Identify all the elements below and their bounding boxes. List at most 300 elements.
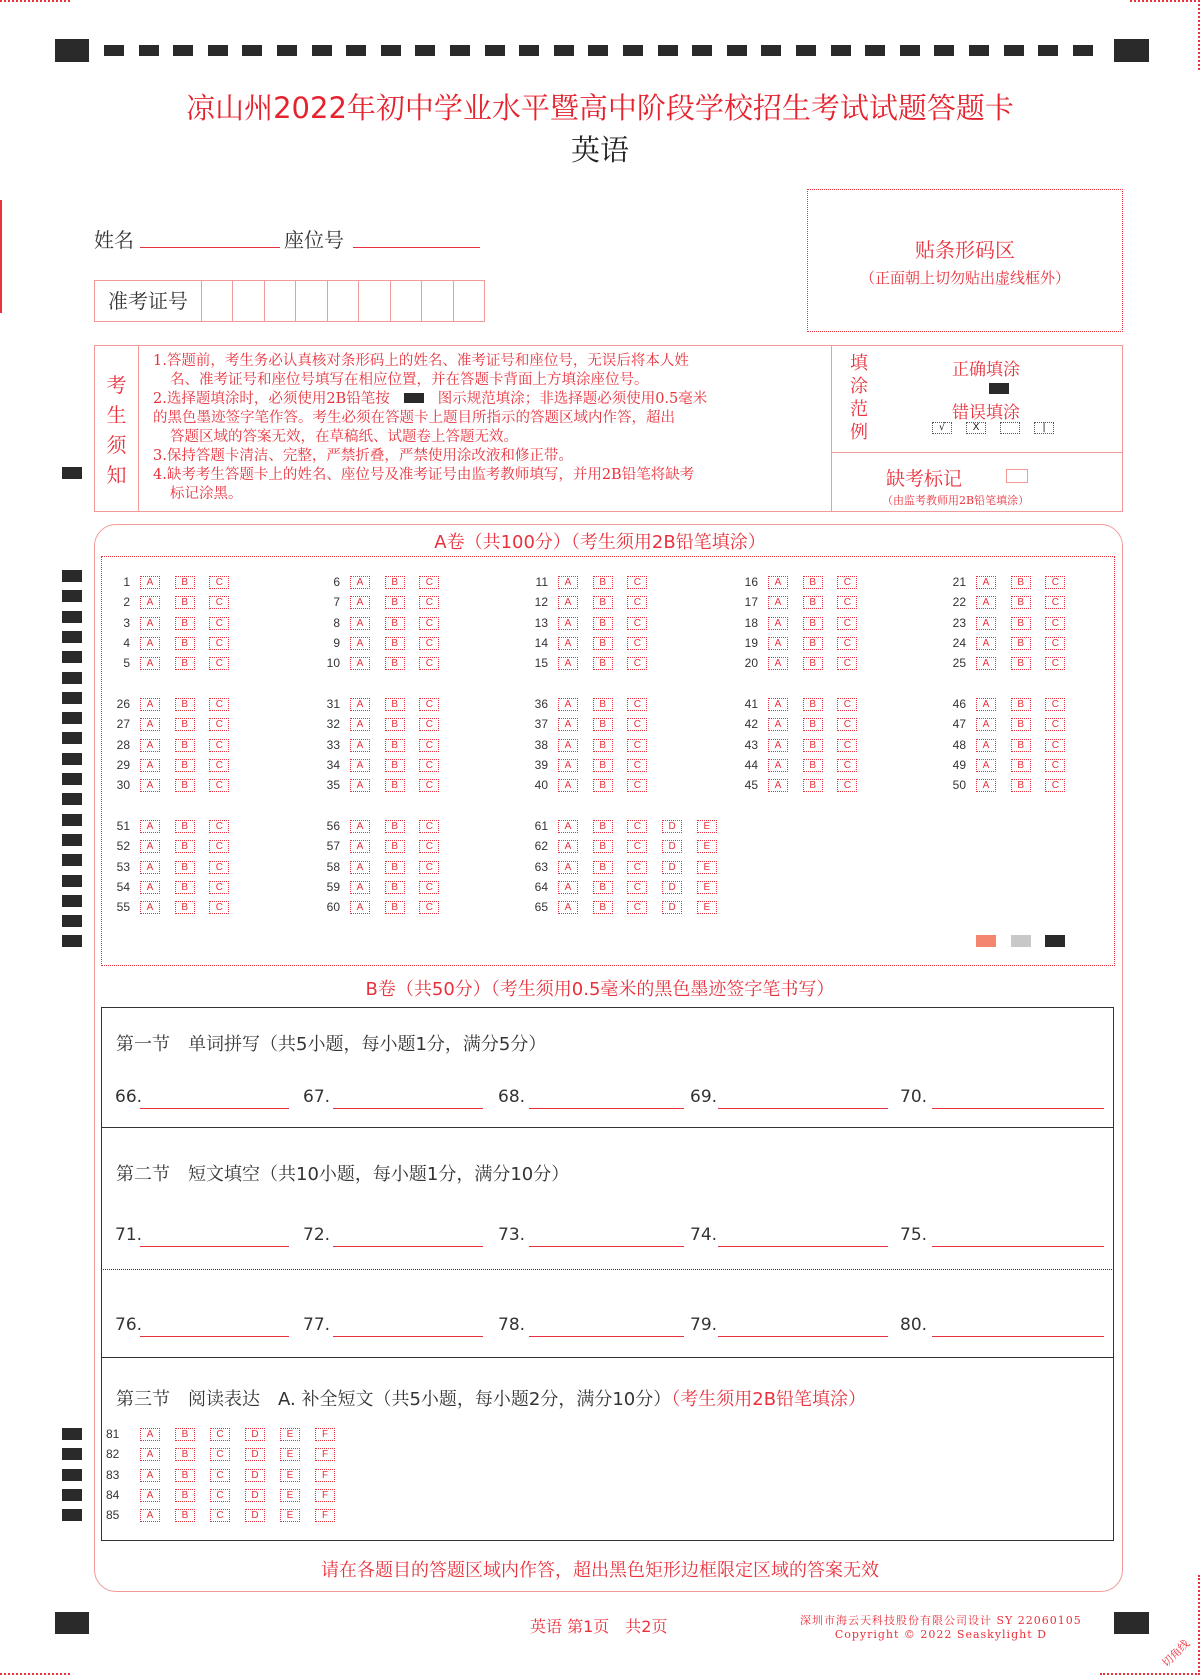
answer-line[interactable] bbox=[140, 1108, 289, 1109]
question-number: 28 bbox=[116, 737, 130, 752]
company-info bbox=[800, 1612, 1082, 1641]
answer-line[interactable] bbox=[718, 1246, 888, 1247]
bubble-q20-C[interactable]: C bbox=[837, 657, 857, 670]
bubble-q38-B[interactable]: B bbox=[593, 739, 613, 752]
bubble-q33-A[interactable]: A bbox=[350, 739, 370, 752]
page-number: 英语 第1页 共2页 bbox=[530, 1617, 668, 1636]
bubble-q1-A[interactable]: A bbox=[140, 576, 160, 589]
bubble-q41-A[interactable]: A bbox=[768, 698, 788, 711]
exam-number-cell[interactable] bbox=[202, 281, 233, 321]
bubble-q83-D[interactable]: D bbox=[245, 1469, 265, 1482]
answer-line[interactable] bbox=[932, 1108, 1104, 1109]
bubble-q28-B[interactable]: B bbox=[175, 739, 195, 752]
answer-line[interactable] bbox=[529, 1336, 684, 1337]
bubble-q83-C[interactable]: C bbox=[210, 1469, 230, 1482]
bubble-q19-B[interactable]: B bbox=[803, 637, 823, 650]
bubble-q84-D[interactable]: D bbox=[245, 1489, 265, 1502]
bubble-q43-C[interactable]: C bbox=[837, 739, 857, 752]
bubble-q2-C[interactable]: C bbox=[209, 596, 229, 609]
bubble-q53-A[interactable]: A bbox=[140, 861, 160, 874]
bubble-q30-C[interactable]: C bbox=[209, 779, 229, 792]
bubble-q32-B[interactable]: B bbox=[385, 718, 405, 731]
bubble-q5-A[interactable]: A bbox=[140, 657, 160, 670]
bubble-q59-A[interactable]: A bbox=[350, 881, 370, 894]
absent-checkbox[interactable] bbox=[1006, 469, 1028, 483]
bubble-q37-C[interactable]: C bbox=[627, 718, 647, 731]
bubble-q23-B[interactable]: B bbox=[1011, 617, 1031, 630]
bubble-q63-C[interactable]: C bbox=[627, 861, 647, 874]
bubble-q62-D[interactable]: D bbox=[662, 840, 682, 853]
bubble-q22-A[interactable]: A bbox=[976, 596, 996, 609]
bubble-q64-B[interactable]: B bbox=[593, 881, 613, 894]
bubble-q47-A[interactable]: A bbox=[976, 718, 996, 731]
bubble-q83-E[interactable]: E bbox=[280, 1469, 300, 1482]
bubble-q27-C[interactable]: C bbox=[209, 718, 229, 731]
bubble-q83-A[interactable]: A bbox=[140, 1469, 160, 1482]
bubble-q85-F[interactable]: F bbox=[315, 1509, 335, 1522]
bubble-q24-B[interactable]: B bbox=[1011, 637, 1031, 650]
bubble-q16-C[interactable]: C bbox=[837, 576, 857, 589]
bubble-q21-B[interactable]: B bbox=[1011, 576, 1031, 589]
bubble-q13-B[interactable]: B bbox=[593, 617, 613, 630]
corner-mark bbox=[1130, 0, 1200, 2]
bubble-q48-A[interactable]: A bbox=[976, 739, 996, 752]
bubble-q48-B[interactable]: B bbox=[1011, 739, 1031, 752]
timing-mark bbox=[62, 935, 82, 947]
bubble-q56-B[interactable]: B bbox=[385, 820, 405, 833]
bubble-q8-A[interactable]: A bbox=[350, 617, 370, 630]
bubble-q60-C[interactable]: C bbox=[419, 901, 439, 914]
bubble-q9-A[interactable]: A bbox=[350, 637, 370, 650]
bubble-q40-A[interactable]: A bbox=[558, 779, 578, 792]
bubble-q1-C[interactable]: C bbox=[209, 576, 229, 589]
bubble-q63-B[interactable]: B bbox=[593, 861, 613, 874]
bubble-q59-C[interactable]: C bbox=[419, 881, 439, 894]
bubble-q58-A[interactable]: A bbox=[350, 861, 370, 874]
bubble-q10-B[interactable]: B bbox=[385, 657, 405, 670]
fill-example-label bbox=[850, 352, 872, 444]
bubble-q45-A[interactable]: A bbox=[768, 779, 788, 792]
bubble-q2-B[interactable]: B bbox=[175, 596, 195, 609]
bubble-q61-B[interactable]: B bbox=[593, 820, 613, 833]
bubble-q27-B[interactable]: B bbox=[175, 718, 195, 731]
bubble-q16-A[interactable]: A bbox=[768, 576, 788, 589]
bubble-q47-B[interactable]: B bbox=[1011, 718, 1031, 731]
bubble-q30-B[interactable]: B bbox=[175, 779, 195, 792]
question-number: 32 bbox=[326, 717, 340, 732]
bubble-q1-B[interactable]: B bbox=[175, 576, 195, 589]
bubble-q18-C[interactable]: C bbox=[837, 617, 857, 630]
bubble-q42-B[interactable]: B bbox=[803, 718, 823, 731]
exam-number-cell[interactable] bbox=[422, 281, 453, 321]
question-number: 11 bbox=[535, 575, 548, 589]
bubble-q37-A[interactable]: A bbox=[558, 718, 578, 731]
barcode-title: 贴条形码区 bbox=[915, 238, 1015, 262]
bubble-q82-F[interactable]: F bbox=[315, 1448, 335, 1461]
bubble-q82-B[interactable]: B bbox=[175, 1448, 195, 1461]
bubble-q84-B[interactable]: B bbox=[175, 1489, 195, 1502]
bubble-q3-B[interactable]: B bbox=[175, 617, 195, 630]
bubble-q43-A[interactable]: A bbox=[768, 739, 788, 752]
bubble-q52-C[interactable]: C bbox=[209, 840, 229, 853]
bubble-q54-B[interactable]: B bbox=[175, 881, 195, 894]
bubble-q33-B[interactable]: B bbox=[385, 739, 405, 752]
bubble-q35-C[interactable]: C bbox=[419, 779, 439, 792]
bubble-q6-B[interactable]: B bbox=[385, 576, 405, 589]
bubble-q24-A[interactable]: A bbox=[976, 637, 996, 650]
bubble-q19-C[interactable]: C bbox=[837, 637, 857, 650]
question-number: 62 bbox=[534, 839, 548, 854]
bubble-q36-B[interactable]: B bbox=[593, 698, 613, 711]
bubble-q14-C[interactable]: C bbox=[627, 637, 647, 650]
bubble-q25-A[interactable]: A bbox=[976, 657, 996, 670]
bubble-q23-A[interactable]: A bbox=[976, 617, 996, 630]
bubble-q34-C[interactable]: C bbox=[419, 759, 439, 772]
bubble-q84-F[interactable]: F bbox=[315, 1489, 335, 1502]
bubble-q20-A[interactable]: A bbox=[768, 657, 788, 670]
correct-fill-mark bbox=[989, 383, 1009, 394]
answer-number: 78. bbox=[498, 1315, 526, 1335]
bubble-q11-C[interactable]: C bbox=[627, 576, 647, 589]
bubble-q81-D[interactable]: D bbox=[245, 1428, 265, 1441]
timing-mark bbox=[62, 1509, 82, 1521]
answer-number: 75. bbox=[900, 1225, 928, 1245]
bubble-q17-B[interactable]: B bbox=[803, 596, 823, 609]
bubble-q27-A[interactable]: A bbox=[140, 718, 160, 731]
seat-field[interactable] bbox=[353, 247, 480, 248]
bubble-q28-A[interactable]: A bbox=[140, 739, 160, 752]
bubble-q40-C[interactable]: C bbox=[627, 779, 647, 792]
bubble-q58-C[interactable]: C bbox=[419, 861, 439, 874]
bubble-q5-C[interactable]: C bbox=[209, 657, 229, 670]
bubble-q63-A[interactable]: A bbox=[558, 861, 578, 874]
bubble-q54-C[interactable]: C bbox=[209, 881, 229, 894]
bubble-q84-A[interactable]: A bbox=[140, 1489, 160, 1502]
bubble-q45-B[interactable]: B bbox=[803, 779, 823, 792]
bubble-q81-A[interactable]: A bbox=[140, 1428, 160, 1441]
bubble-q62-E[interactable]: E bbox=[697, 840, 717, 853]
bubble-q4-C[interactable]: C bbox=[209, 637, 229, 650]
bubble-q26-A[interactable]: A bbox=[140, 698, 160, 711]
bubble-q13-C[interactable]: C bbox=[627, 617, 647, 630]
color-swatch bbox=[976, 935, 996, 947]
answer-line[interactable] bbox=[333, 1108, 483, 1109]
name-label: 姓名 bbox=[94, 228, 134, 252]
bubble-q34-B[interactable]: B bbox=[385, 759, 405, 772]
exam-number-cell[interactable] bbox=[233, 281, 264, 321]
bubble-q53-B[interactable]: B bbox=[175, 861, 195, 874]
bubble-q35-B[interactable]: B bbox=[385, 779, 405, 792]
answer-line[interactable] bbox=[718, 1108, 888, 1109]
question-number: 16 bbox=[744, 575, 758, 589]
bubble-q6-A[interactable]: A bbox=[350, 576, 370, 589]
bubble-q33-C[interactable]: C bbox=[419, 739, 439, 752]
bubble-q52-A[interactable]: A bbox=[140, 840, 160, 853]
bubble-q37-B[interactable]: B bbox=[593, 718, 613, 731]
exam-number-cell[interactable] bbox=[296, 281, 327, 321]
answer-line[interactable] bbox=[140, 1336, 289, 1337]
bubble-q14-B[interactable]: B bbox=[593, 637, 613, 650]
bubble-q45-C[interactable]: C bbox=[837, 779, 857, 792]
question-number: 40 bbox=[534, 778, 548, 793]
bubble-q4-A[interactable]: A bbox=[140, 637, 160, 650]
bubble-q56-A[interactable]: A bbox=[350, 820, 370, 833]
exam-number-cell[interactable] bbox=[265, 281, 296, 321]
bubble-q7-A[interactable]: A bbox=[350, 596, 370, 609]
bubble-q81-F[interactable]: F bbox=[315, 1428, 335, 1441]
bubble-q36-A[interactable]: A bbox=[558, 698, 578, 711]
bubble-q22-C[interactable]: C bbox=[1045, 596, 1065, 609]
exam-number-cell[interactable] bbox=[454, 281, 484, 321]
bubble-q61-E[interactable]: E bbox=[697, 820, 717, 833]
exam-number-cell[interactable] bbox=[359, 281, 390, 321]
part-b-footer-note: 请在各题目的答题区域内作答，超出黑色矩形边框限定区域的答案无效 bbox=[321, 1560, 879, 1581]
bubble-q21-C[interactable]: C bbox=[1045, 576, 1065, 589]
bubble-q42-C[interactable]: C bbox=[837, 718, 857, 731]
bubble-q61-A[interactable]: A bbox=[558, 820, 578, 833]
bubble-q36-C[interactable]: C bbox=[627, 698, 647, 711]
notice-items bbox=[153, 352, 913, 504]
bubble-q51-B[interactable]: B bbox=[175, 820, 195, 833]
bubble-q61-D[interactable]: D bbox=[662, 820, 682, 833]
answer-line[interactable] bbox=[932, 1246, 1104, 1247]
bubble-q57-B[interactable]: B bbox=[385, 840, 405, 853]
bubble-q50-A[interactable]: A bbox=[976, 779, 996, 792]
bubble-q65-C[interactable]: C bbox=[627, 901, 647, 914]
bubble-q32-C[interactable]: C bbox=[419, 718, 439, 731]
bubble-q83-B[interactable]: B bbox=[175, 1469, 195, 1482]
bubble-q46-A[interactable]: A bbox=[976, 698, 996, 711]
answer-line[interactable] bbox=[932, 1336, 1104, 1337]
bubble-q23-C[interactable]: C bbox=[1045, 617, 1065, 630]
bubble-q54-A[interactable]: A bbox=[140, 881, 160, 894]
answer-line[interactable] bbox=[333, 1336, 483, 1337]
bubble-q44-B[interactable]: B bbox=[803, 759, 823, 772]
answer-line[interactable] bbox=[529, 1246, 684, 1247]
bubble-q85-B[interactable]: B bbox=[175, 1509, 195, 1522]
bubble-q5-B[interactable]: B bbox=[175, 657, 195, 670]
bubble-q10-A[interactable]: A bbox=[350, 657, 370, 670]
bubble-q65-A[interactable]: A bbox=[558, 901, 578, 914]
exam-number-cell[interactable] bbox=[328, 281, 359, 321]
bubble-q15-A[interactable]: A bbox=[558, 657, 578, 670]
bubble-q11-A[interactable]: A bbox=[558, 576, 578, 589]
bubble-q55-C[interactable]: C bbox=[209, 901, 229, 914]
bubble-q34-A[interactable]: A bbox=[350, 759, 370, 772]
answer-number: 72. bbox=[303, 1225, 331, 1245]
bubble-q64-E[interactable]: E bbox=[697, 881, 717, 894]
bubble-q47-C[interactable]: C bbox=[1045, 718, 1065, 731]
bubble-q12-A[interactable]: A bbox=[558, 596, 578, 609]
bubble-q41-B[interactable]: B bbox=[803, 698, 823, 711]
answer-line[interactable] bbox=[333, 1246, 483, 1247]
bubble-q29-C[interactable]: C bbox=[209, 759, 229, 772]
question-number: 15 bbox=[534, 656, 548, 671]
answer-line[interactable] bbox=[529, 1108, 684, 1109]
bubble-q12-B[interactable]: B bbox=[593, 596, 613, 609]
bubble-q83-F[interactable]: F bbox=[315, 1469, 335, 1482]
bubble-q81-B[interactable]: B bbox=[175, 1428, 195, 1441]
bubble-q39-A[interactable]: A bbox=[558, 759, 578, 772]
question-number: 34 bbox=[326, 757, 340, 772]
bubble-q7-C[interactable]: C bbox=[419, 596, 439, 609]
bubble-q48-C[interactable]: C bbox=[1045, 739, 1065, 752]
answer-number: 69. bbox=[690, 1087, 718, 1107]
bubble-q64-D[interactable]: D bbox=[662, 881, 682, 894]
bubble-q62-A[interactable]: A bbox=[558, 840, 578, 853]
bubble-q32-A[interactable]: A bbox=[350, 718, 370, 731]
bubble-q62-B[interactable]: B bbox=[593, 840, 613, 853]
correct-fill-label: 正确填涂 bbox=[952, 360, 1020, 380]
bubble-q31-A[interactable]: A bbox=[350, 698, 370, 711]
timing-mark bbox=[1114, 1612, 1149, 1634]
bubble-q15-B[interactable]: B bbox=[593, 657, 613, 670]
bubble-q44-C[interactable]: C bbox=[837, 759, 857, 772]
bubble-q29-A[interactable]: A bbox=[140, 759, 160, 772]
timing-mark bbox=[62, 854, 82, 866]
bubble-q49-C[interactable]: C bbox=[1045, 759, 1065, 772]
bubble-q26-C[interactable]: C bbox=[209, 698, 229, 711]
bubble-q50-B[interactable]: B bbox=[1011, 779, 1031, 792]
bubble-q25-C[interactable]: C bbox=[1045, 657, 1065, 670]
bubble-q56-C[interactable]: C bbox=[419, 820, 439, 833]
bubble-q43-B[interactable]: B bbox=[803, 739, 823, 752]
fill-label-char: 涂 bbox=[850, 376, 868, 397]
bubble-q3-C[interactable]: C bbox=[209, 617, 229, 630]
bubble-q31-C[interactable]: C bbox=[419, 698, 439, 711]
bubble-q59-B[interactable]: B bbox=[385, 881, 405, 894]
bubble-q15-C[interactable]: C bbox=[627, 657, 647, 670]
bubble-q38-A[interactable]: A bbox=[558, 739, 578, 752]
bubble-q6-C[interactable]: C bbox=[419, 576, 439, 589]
bubble-q2-A[interactable]: A bbox=[140, 596, 160, 609]
answer-line[interactable] bbox=[718, 1336, 888, 1337]
bubble-q35-A[interactable]: A bbox=[350, 779, 370, 792]
bubble-q81-C[interactable]: C bbox=[210, 1428, 230, 1441]
bubble-q60-A[interactable]: A bbox=[350, 901, 370, 914]
bubble-q46-C[interactable]: C bbox=[1045, 698, 1065, 711]
bubble-q63-E[interactable]: E bbox=[697, 861, 717, 874]
bubble-q82-E[interactable]: E bbox=[280, 1448, 300, 1461]
bubble-q38-C[interactable]: C bbox=[627, 739, 647, 752]
bubble-q13-A[interactable]: A bbox=[558, 617, 578, 630]
bubble-q46-B[interactable]: B bbox=[1011, 698, 1031, 711]
bubble-q12-C[interactable]: C bbox=[627, 596, 647, 609]
bubble-q84-E[interactable]: E bbox=[280, 1489, 300, 1502]
bubble-q64-C[interactable]: C bbox=[627, 881, 647, 894]
bubble-q25-B[interactable]: B bbox=[1011, 657, 1031, 670]
bubble-q9-B[interactable]: B bbox=[385, 637, 405, 650]
bubble-q41-C[interactable]: C bbox=[837, 698, 857, 711]
timing-mark bbox=[62, 793, 82, 805]
bubble-q39-B[interactable]: B bbox=[593, 759, 613, 772]
bubble-q82-D[interactable]: D bbox=[245, 1448, 265, 1461]
bubble-q17-C[interactable]: C bbox=[837, 596, 857, 609]
bubble-q40-B[interactable]: B bbox=[593, 779, 613, 792]
bubble-q16-B[interactable]: B bbox=[803, 576, 823, 589]
question-number: 83 bbox=[106, 1467, 120, 1482]
bubble-q51-A[interactable]: A bbox=[140, 820, 160, 833]
question-number: 82 bbox=[106, 1447, 120, 1462]
bubble-q55-B[interactable]: B bbox=[175, 901, 195, 914]
bubble-q57-A[interactable]: A bbox=[350, 840, 370, 853]
timing-mark bbox=[62, 814, 82, 826]
bubble-q7-B[interactable]: B bbox=[385, 596, 405, 609]
bubble-q52-B[interactable]: B bbox=[175, 840, 195, 853]
bubble-q55-A[interactable]: A bbox=[140, 901, 160, 914]
timing-mark bbox=[865, 45, 885, 56]
bubble-q10-C[interactable]: C bbox=[419, 657, 439, 670]
bubble-q26-B[interactable]: B bbox=[175, 698, 195, 711]
section-2-title: 第二节 短文填空（共10小题，每小题1分，满分10分） bbox=[116, 1164, 570, 1185]
bubble-q58-B[interactable]: B bbox=[385, 861, 405, 874]
bubble-q85-D[interactable]: D bbox=[245, 1509, 265, 1522]
bubble-q17-A[interactable]: A bbox=[768, 596, 788, 609]
name-field[interactable] bbox=[140, 247, 280, 248]
bubble-q49-A[interactable]: A bbox=[976, 759, 996, 772]
bubble-q4-B[interactable]: B bbox=[175, 637, 195, 650]
bubble-q65-B[interactable]: B bbox=[593, 901, 613, 914]
answer-line[interactable] bbox=[140, 1246, 289, 1247]
bubble-q50-C[interactable]: C bbox=[1045, 779, 1065, 792]
bubble-q81-E[interactable]: E bbox=[280, 1428, 300, 1441]
question-number: 55 bbox=[116, 900, 130, 915]
bubble-q84-C[interactable]: C bbox=[210, 1489, 230, 1502]
bubble-q8-B[interactable]: B bbox=[385, 617, 405, 630]
bubble-q29-B[interactable]: B bbox=[175, 759, 195, 772]
bubble-q24-C[interactable]: C bbox=[1045, 637, 1065, 650]
bubble-q39-C[interactable]: C bbox=[627, 759, 647, 772]
bubble-q60-B[interactable]: B bbox=[385, 901, 405, 914]
bubble-q31-B[interactable]: B bbox=[385, 698, 405, 711]
bubble-q19-A[interactable]: A bbox=[768, 637, 788, 650]
bubble-q85-C[interactable]: C bbox=[210, 1509, 230, 1522]
bubble-q18-B[interactable]: B bbox=[803, 617, 823, 630]
bubble-q65-D[interactable]: D bbox=[662, 901, 682, 914]
bubble-q82-C[interactable]: C bbox=[210, 1448, 230, 1461]
question-number: 5 bbox=[123, 656, 130, 671]
bubble-q64-A[interactable]: A bbox=[558, 881, 578, 894]
bubble-q9-C[interactable]: C bbox=[419, 637, 439, 650]
bubble-q21-A[interactable]: A bbox=[976, 576, 996, 589]
bubble-q63-D[interactable]: D bbox=[662, 861, 682, 874]
bubble-q44-A[interactable]: A bbox=[768, 759, 788, 772]
bubble-q49-B[interactable]: B bbox=[1011, 759, 1031, 772]
bubble-q51-C[interactable]: C bbox=[209, 820, 229, 833]
bubble-q85-E[interactable]: E bbox=[280, 1509, 300, 1522]
bubble-q22-B[interactable]: B bbox=[1011, 596, 1031, 609]
bubble-q3-A[interactable]: A bbox=[140, 617, 160, 630]
question-number: 13 bbox=[534, 615, 548, 630]
bubble-q61-C[interactable]: C bbox=[627, 820, 647, 833]
bubble-q8-C[interactable]: C bbox=[419, 617, 439, 630]
bubble-q18-A[interactable]: A bbox=[768, 617, 788, 630]
bubble-q30-A[interactable]: A bbox=[140, 779, 160, 792]
exam-number-cell[interactable] bbox=[391, 281, 422, 321]
bubble-q65-E[interactable]: E bbox=[697, 901, 717, 914]
answer-number: 70. bbox=[900, 1087, 928, 1107]
bubble-q57-C[interactable]: C bbox=[419, 840, 439, 853]
bubble-q20-B[interactable]: B bbox=[803, 657, 823, 670]
bubble-q85-A[interactable]: A bbox=[140, 1509, 160, 1522]
bubble-q62-C[interactable]: C bbox=[627, 840, 647, 853]
bubble-q28-C[interactable]: C bbox=[209, 739, 229, 752]
bubble-q53-C[interactable]: C bbox=[209, 861, 229, 874]
bubble-q14-A[interactable]: A bbox=[558, 637, 578, 650]
bubble-q82-A[interactable]: A bbox=[140, 1448, 160, 1461]
bubble-q42-A[interactable]: A bbox=[768, 718, 788, 731]
bubble-q11-B[interactable]: B bbox=[593, 576, 613, 589]
